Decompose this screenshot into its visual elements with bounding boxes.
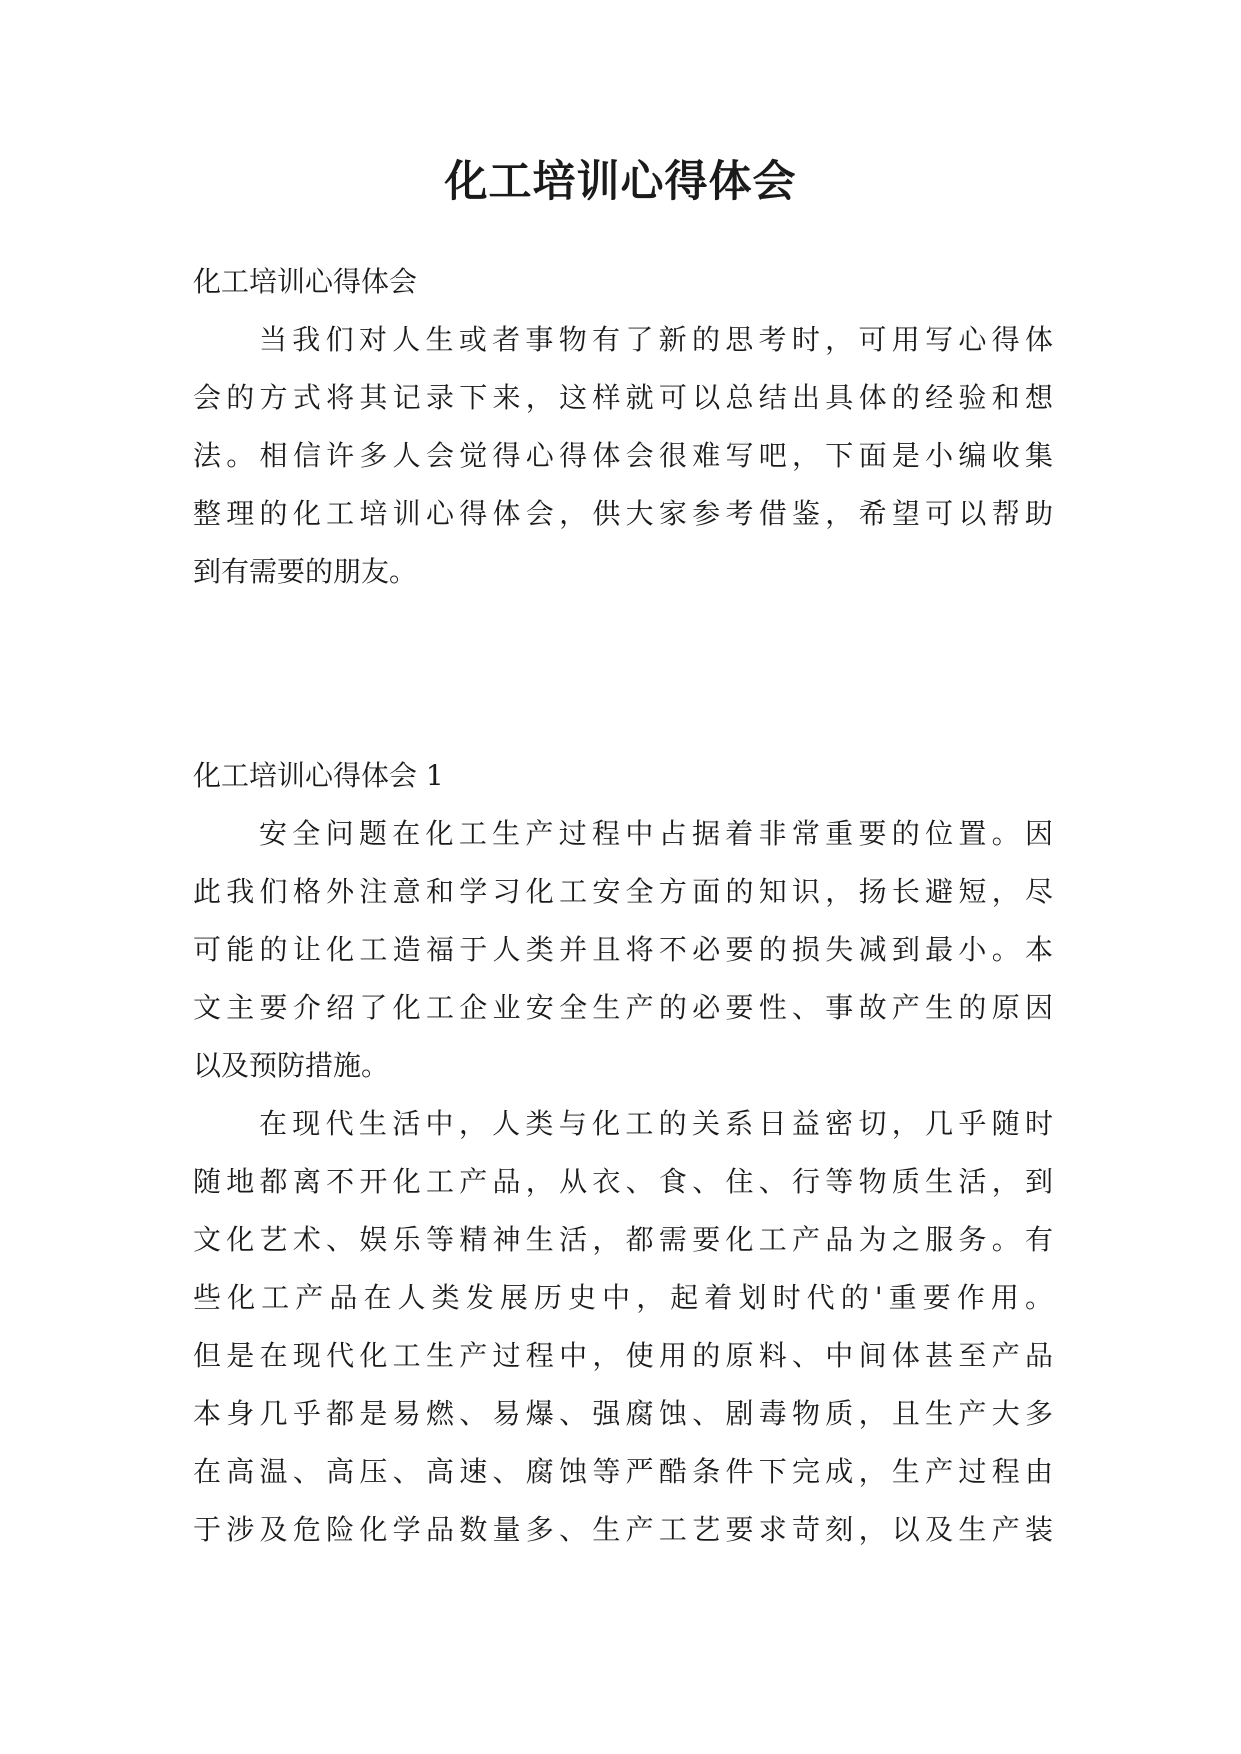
paragraph-line: 整理的化工培训心得体会，供大家参考借鉴，希望可以帮助 <box>193 497 1053 530</box>
paragraph-line: 但是在现代化工生产过程中，使用的原料、中间体甚至产品 <box>193 1339 1053 1372</box>
intro-paragraph <box>193 311 1053 601</box>
paragraph-line: 以及预防措施。 <box>193 1049 390 1082</box>
paragraph-line: 文主要介绍了化工企业安全生产的必要性、事故产生的原因 <box>193 991 1053 1024</box>
document-title: 化工培训心得体会 <box>444 157 797 207</box>
intro-section <box>193 253 1053 601</box>
section-1-paragraph-2 <box>193 1095 1053 1559</box>
paragraph-line: 在高温、高压、高速、腐蚀等严酷条件下完成，生产过程由 <box>193 1455 1053 1488</box>
paragraph-line: 在现代生活中，人类与化工的关系日益密切，几乎随时 <box>259 1107 1053 1140</box>
paragraph-line: 文化艺术、娱乐等精神生活，都需要化工产品为之服务。有 <box>193 1223 1053 1256</box>
paragraph-line: 法。相信许多人会觉得心得体会很难写吧，下面是小编收集 <box>193 439 1053 472</box>
paragraph-line: 安全问题在化工生产过程中占据着非常重要的位置。因 <box>259 817 1053 850</box>
section-1 <box>193 747 1053 1559</box>
section-1-paragraph-1 <box>193 805 1053 1095</box>
paragraph-line: 些化工产品在人类发展历史中，起着划时代的'重要作用。 <box>193 1281 1053 1314</box>
paragraph-line: 到有需要的朋友。 <box>193 555 418 588</box>
paragraph-line: 此我们格外注意和学习化工安全方面的知识，扬长避短，尽 <box>193 875 1053 908</box>
intro-heading: 化工培训心得体会 <box>193 265 418 298</box>
paragraph-line: 本身几乎都是易燃、易爆、强腐蚀、剧毒物质，且生产大多 <box>193 1397 1053 1430</box>
paragraph-line: 会的方式将其记录下来，这样就可以总结出具体的经验和想 <box>193 381 1053 414</box>
paragraph-line: 当我们对人生或者事物有了新的思考时，可用写心得体 <box>259 323 1053 356</box>
paragraph-line: 可能的让化工造福于人类并且将不必要的损失减到最小。本 <box>193 933 1053 966</box>
section-1-heading: 化工培训心得体会 1 <box>193 759 444 792</box>
paragraph-line: 随地都离不开化工产品，从衣、食、住、行等物质生活，到 <box>193 1165 1053 1198</box>
paragraph-line: 于涉及危险化学品数量多、生产工艺要求苛刻，以及生产装 <box>193 1513 1053 1546</box>
